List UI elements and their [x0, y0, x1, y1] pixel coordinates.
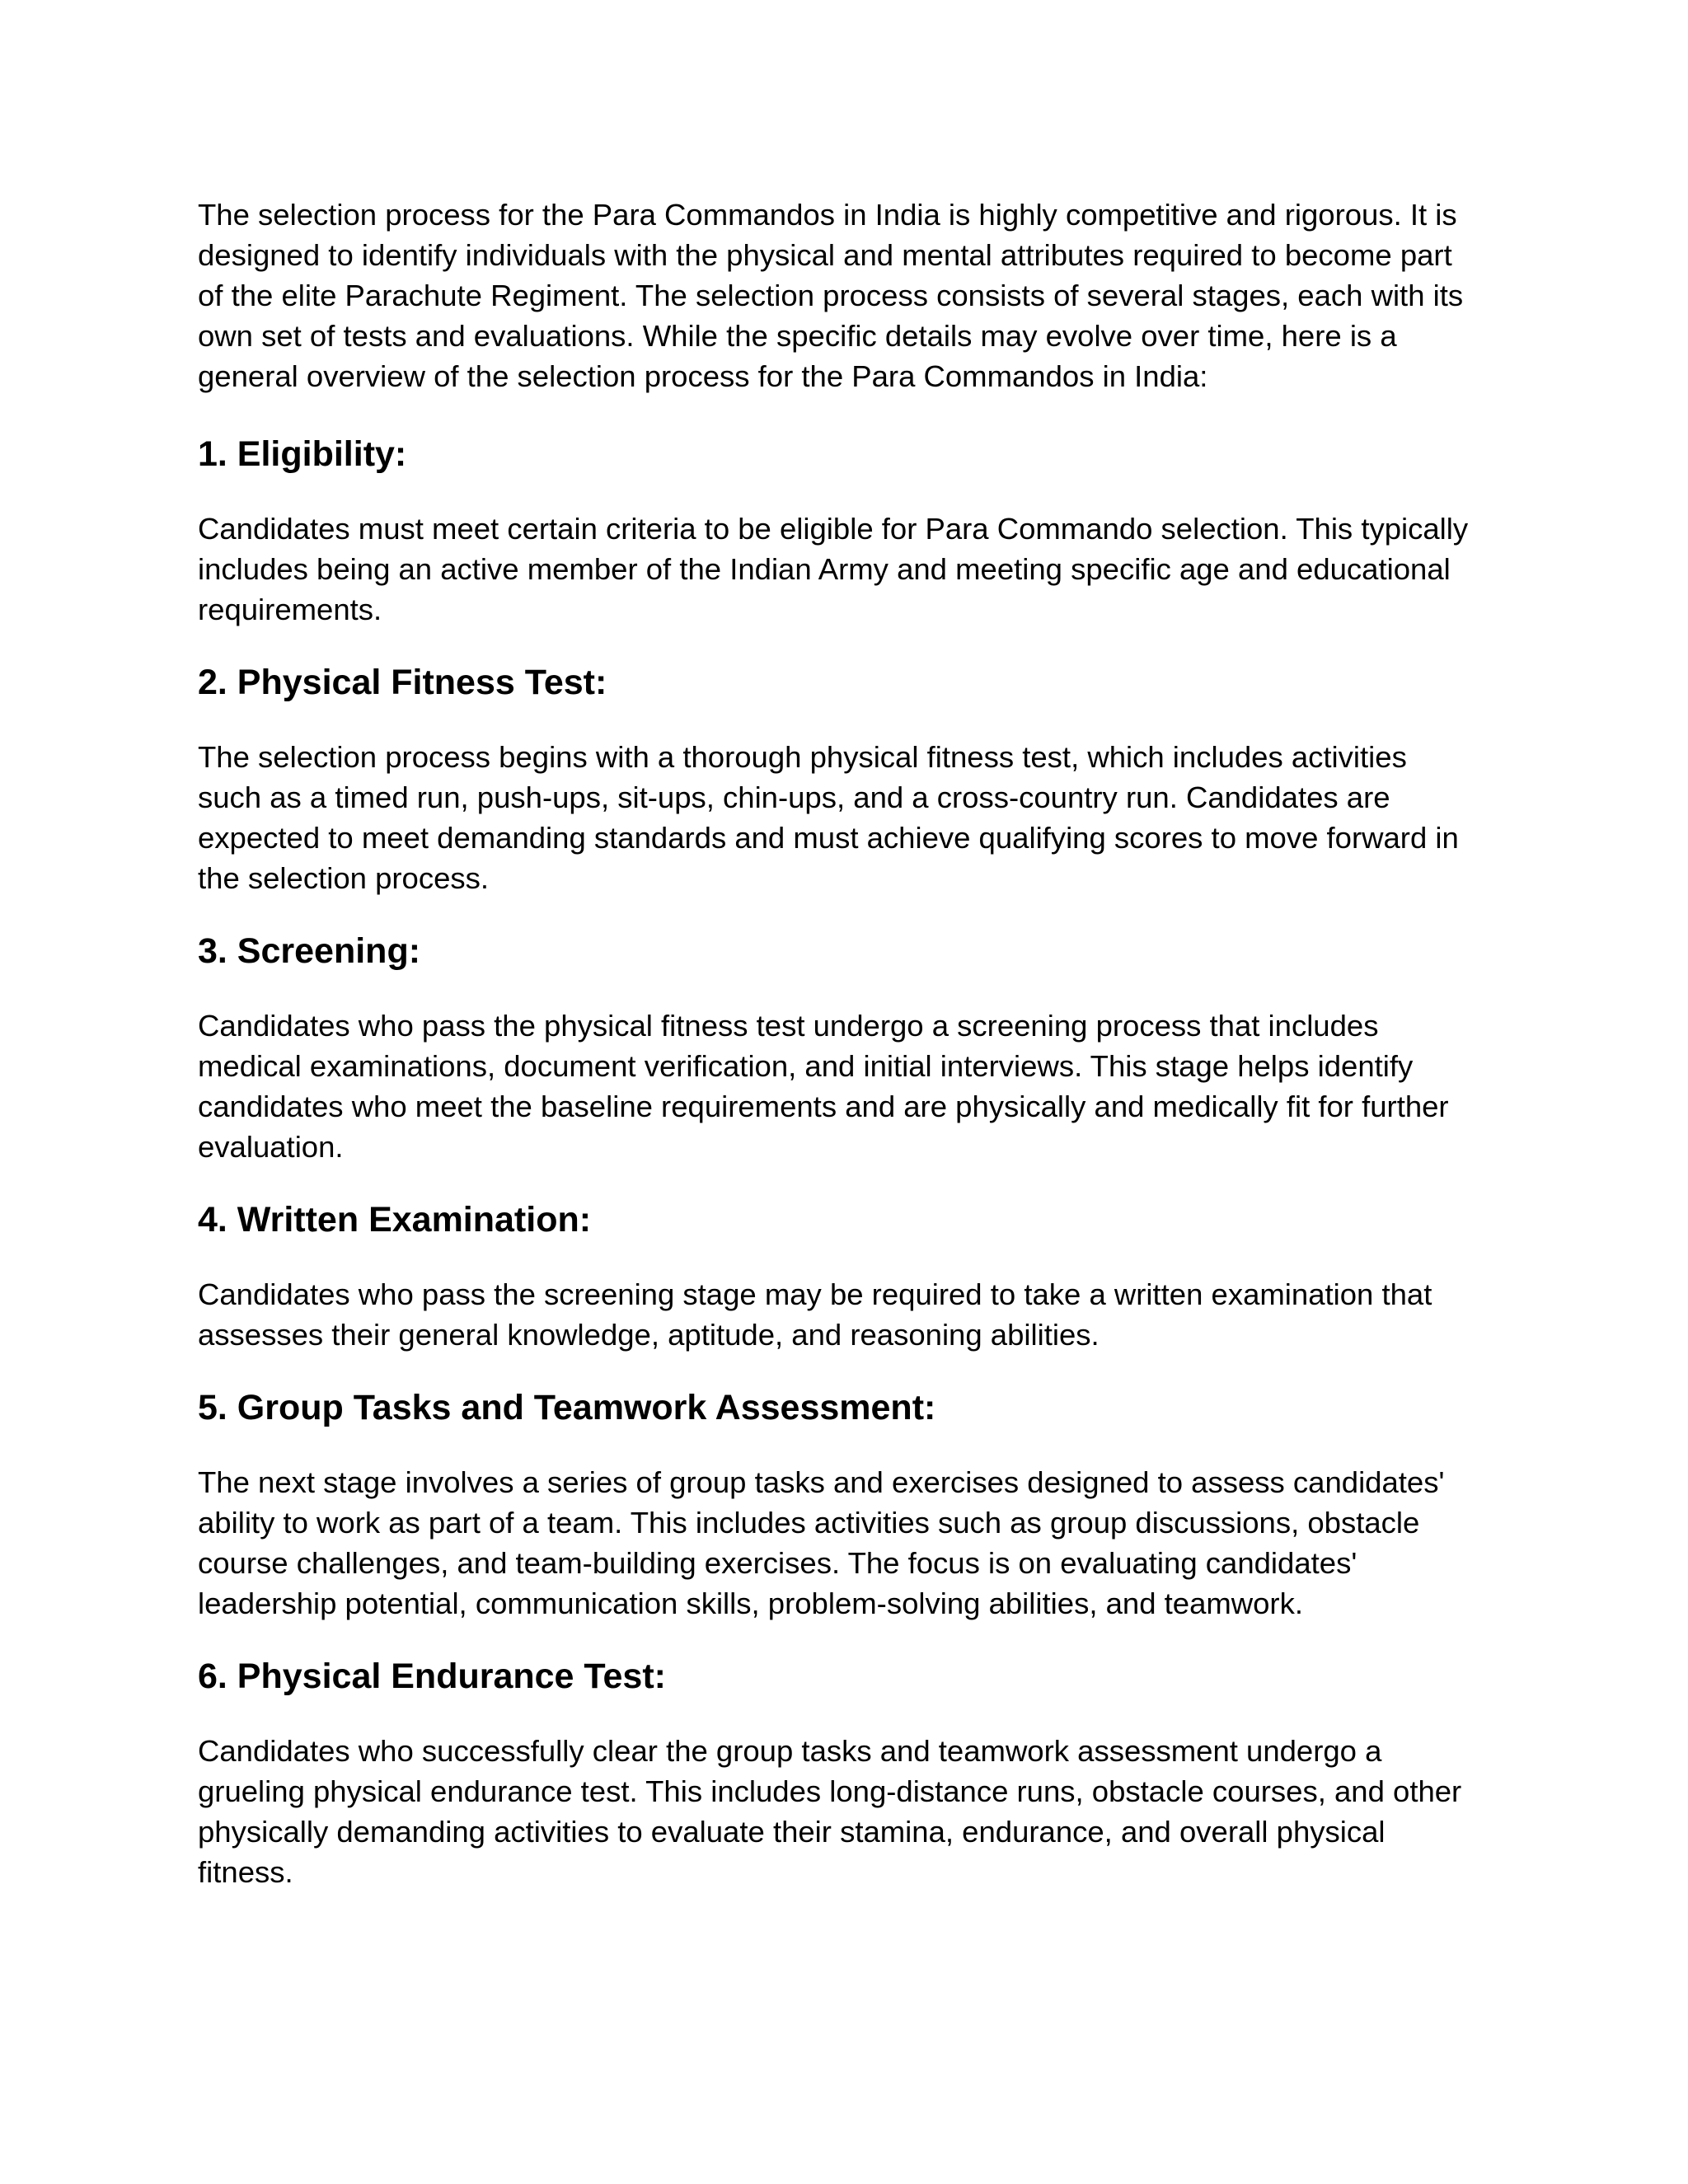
section-heading: 1. Eligibility:: [198, 434, 407, 474]
section-heading: 5. Group Tasks and Teamwork Assessment:: [198, 1388, 936, 1427]
section-heading: 2. Physical Fitness Test:: [198, 663, 607, 702]
intro-paragraph: The selection process for the Para Commandos in India is highly competitive and rigorous. It is designed to identify individuals with the physical and mental attributes required to become part of the elite Parachute Regiment. The selection process consists of several stages, each with its own set of tests and evaluations. While the specific details may evolve over time, here is a general overview of the selection process for the Para Commandos in India:: [198, 198, 1464, 393]
section-physical-fitness-test: [198, 661, 1484, 898]
section-body: Candidates must meet certain criteria to be eligible for Para Commando selection. This typically includes being an active member of the Indian Army and meeting specific age and educational requirements.: [198, 512, 1469, 626]
section-group-tasks: [198, 1386, 1484, 1624]
section-screening: [198, 930, 1484, 1167]
section-body: The next stage involves a series of group tasks and exercises designed to assess candidates' ability to work as part of a team. This includes activities such as group discussions, obstacle course challenges, and team-building exercises. The focus is on evaluating candidates' leadership potential, communication skills, problem-solving abilities, and teamwork.: [198, 1465, 1445, 1620]
section-body: Candidates who pass the screening stage may be required to take a written examination that assesses their general knowledge, aptitude, and reasoning abilities.: [198, 1277, 1432, 1352]
section-body: Candidates who successfully clear the group tasks and teamwork assessment undergo a grueling physical endurance test. This includes long-distance runs, obstacle courses, and other physically demanding activities to evaluate their stamina, endurance, and overall physical fitness.: [198, 1734, 1462, 1889]
section-heading: 4. Written Examination:: [198, 1200, 592, 1240]
section-written-examination: [198, 1198, 1484, 1355]
section-body: The selection process begins with a thorough physical fitness test, which includes activities such as a timed run, push-ups, sit-ups, chin-ups, and a cross-country run. Candidates are expected to meet demanding standards and must achieve qualifying scores to move forward in the selection process.: [198, 740, 1459, 895]
section-physical-endurance-test: [198, 1655, 1484, 1892]
section-heading: 3. Screening:: [198, 931, 421, 971]
section-body: Candidates who pass the physical fitness test undergo a screening process that includes medical examinations, document verification, and initial interviews. This stage helps identify candidates who meet the baseline requirements and are physically and medically fit for further evaluation.: [198, 1009, 1449, 1164]
section-heading: 6. Physical Endurance Test:: [198, 1657, 666, 1696]
document-page: [198, 194, 1484, 1924]
section-eligibility: [198, 433, 1484, 630]
